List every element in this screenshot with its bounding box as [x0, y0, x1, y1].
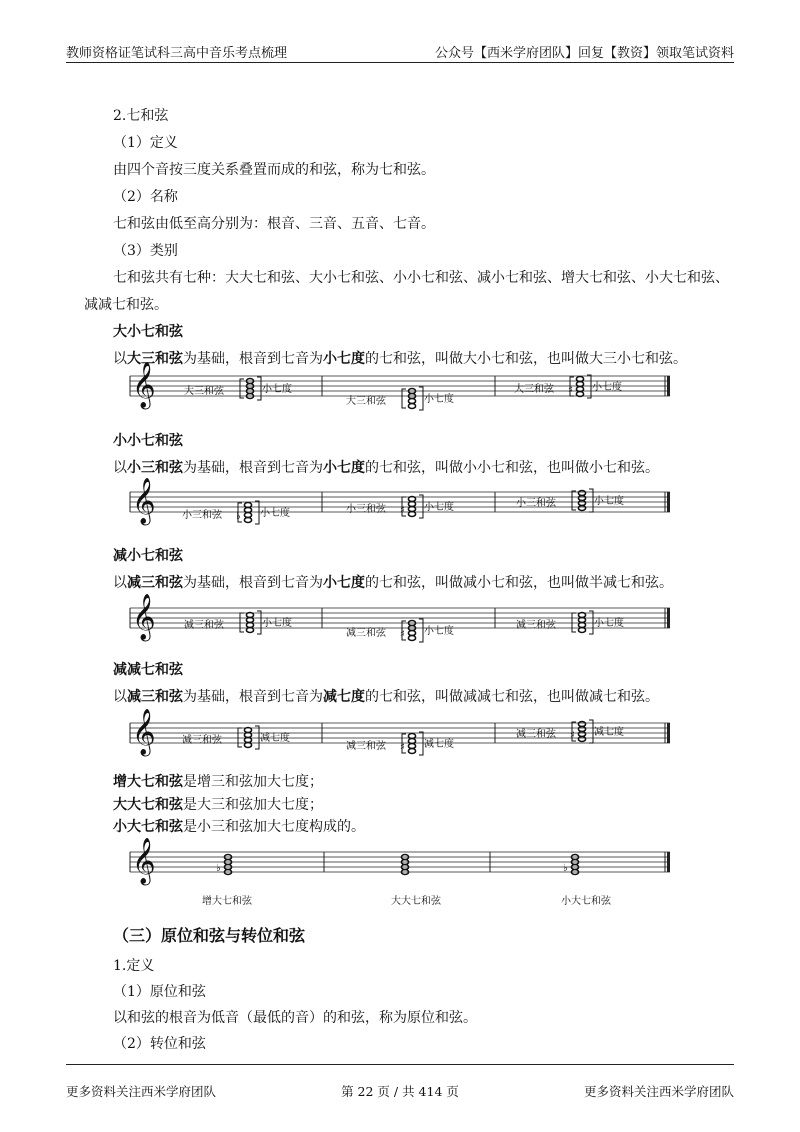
other-chord-line: 增大七和弦是增三和弦加大七度； — [113, 774, 323, 790]
type-text-line1: 七和弦共有七种：大大七和弦、大小七和弦、小小七和弦、减小七和弦、增大七和弦、小大七和弦、 — [113, 270, 729, 286]
seventh-bracket — [589, 720, 593, 743]
triad-bracket — [402, 389, 406, 408]
running-header-left: 教师资格证笔试科三高中音乐考点梳理 — [66, 46, 288, 61]
triad-label: 减三和弦 — [516, 620, 556, 631]
treble-clef-icon: 𝄞 — [132, 362, 156, 408]
seventh-bracket — [419, 732, 423, 755]
music-staff-example — [130, 478, 670, 534]
music-staff-example — [130, 838, 670, 912]
chord-name-label: 增大七和弦 — [202, 896, 252, 907]
triad-label: 小三和弦 — [516, 498, 556, 509]
chord-note — [576, 377, 583, 382]
seventh-bracket — [419, 495, 423, 518]
chord-note — [578, 491, 585, 496]
root-position-definition: 以和弦的根音为低音（最低的音）的和弦，称为原位和弦。 — [113, 1010, 477, 1026]
treble-clef-icon: 𝄞 — [132, 709, 156, 755]
final-barline — [667, 492, 670, 512]
definition-text: 由四个音按三度关系叠置而成的和弦，称为七和弦。 — [113, 162, 435, 178]
header-rule — [66, 62, 734, 63]
music-staff-example — [130, 709, 670, 765]
subsection-title: 减减七和弦 — [113, 662, 183, 678]
music-staff-example — [130, 594, 670, 650]
triad-label: 大三和弦 — [346, 396, 386, 407]
section-heading: （三）原位和弦与转位和弦 — [113, 926, 306, 945]
flat-icon: ♭ — [216, 863, 221, 874]
triad-label: 小三和弦 — [346, 504, 386, 515]
chord-note — [246, 613, 253, 618]
type-text-line2: 减减七和弦。 — [84, 297, 168, 313]
chord-name-label: 小大七和弦 — [561, 896, 611, 907]
treble-clef-icon: 𝄞 — [132, 594, 156, 640]
name-text: 七和弦由低至高分别为：根音、三音、五音、七音。 — [113, 216, 435, 232]
triad-label: 减三和弦 — [346, 741, 386, 752]
treble-clef-icon: 𝄞 — [132, 838, 156, 884]
subsection-title: 大小七和弦 — [113, 324, 183, 340]
footer-left: 更多资料关注西米学府团队 — [66, 1084, 217, 1099]
running-header-right: 公众号【西米学府团队】回复【教资】领取笔试资料 — [434, 46, 734, 61]
subsection-title: 小小七和弦 — [113, 433, 183, 449]
final-barline — [667, 608, 670, 628]
triad-label: 大三和弦 — [514, 384, 554, 395]
footer-right: 更多资料关注西米学府团队 — [583, 1084, 734, 1099]
name-heading: （2）名称 — [113, 189, 178, 205]
interval-label: 小七度 — [262, 618, 292, 629]
triad-bracket — [238, 728, 242, 747]
chord-note — [244, 728, 251, 733]
definition-heading: 1.定义 — [113, 958, 155, 974]
chord-note — [244, 503, 251, 508]
flat-icon: ♭ — [563, 863, 568, 874]
interval-label: 小七度 — [262, 384, 292, 395]
sharp-icon: ♯ — [400, 629, 405, 640]
seventh-bracket — [589, 611, 593, 634]
seventh-bracket — [257, 377, 261, 400]
subsection-description: 以减三和弦为基础，根音到七音为小七度的七和弦，叫做减小七和弦，也叫做半减七和弦。 — [113, 575, 673, 591]
interval-label: 减七度 — [424, 739, 454, 750]
chord-note — [408, 734, 415, 739]
section-title-seventh-chord: 2.七和弦 — [113, 108, 169, 124]
inversion-heading: （2）转位和弦 — [113, 1036, 206, 1052]
seventh-bracket — [587, 375, 591, 398]
sharp-icon: ♯ — [400, 505, 405, 516]
seventh-bracket — [419, 619, 423, 642]
type-heading: （3）类别 — [113, 243, 178, 259]
sharp-icon: ♯ — [570, 730, 575, 741]
interval-label: 减七度 — [260, 733, 290, 744]
subsection-description: 以减三和弦为基础，根音到七音为减七度的七和弦，叫做减减七和弦，也叫做减七和弦。 — [113, 689, 659, 705]
interval-label: 小七度 — [592, 382, 622, 393]
final-barline — [667, 376, 670, 396]
triad-label: 减三和弦 — [516, 729, 556, 740]
chord-note — [578, 722, 585, 727]
interval-label: 小七度 — [260, 508, 290, 519]
final-barline — [667, 723, 670, 743]
final-barline — [667, 852, 670, 872]
root-position-heading: （1）原位和弦 — [113, 984, 206, 1000]
definition-heading: （1）定义 — [113, 135, 178, 151]
seventh-bracket — [255, 726, 259, 749]
interval-label: 小七度 — [594, 618, 624, 629]
other-chord-line: 大大七和弦是大三和弦加大七度； — [113, 797, 323, 813]
chord-note — [578, 613, 585, 618]
seventh-bracket — [419, 387, 423, 410]
interval-label: 减七度 — [594, 727, 624, 738]
seventh-bracket — [255, 501, 259, 524]
interval-label: 小七度 — [424, 394, 454, 405]
other-chord-line: 小大七和弦是小三和弦加大七度构成的。 — [113, 819, 365, 835]
chord-name-label: 大大七和弦 — [391, 896, 441, 907]
seventh-bracket — [257, 611, 261, 634]
interval-label: 小七度 — [594, 496, 624, 507]
triad-bracket — [572, 613, 576, 632]
interval-label: 小七度 — [424, 626, 454, 637]
triad-label: 减三和弦 — [346, 628, 386, 639]
treble-clef-icon: 𝄞 — [132, 478, 156, 524]
page-number: 第 22 页 / 共 414 页 — [341, 1084, 459, 1099]
interval-label: 小七度 — [424, 502, 454, 513]
triad-label: 小三和弦 — [182, 510, 222, 521]
triad-bracket — [240, 379, 244, 398]
sharp-icon: ♯ — [400, 742, 405, 753]
flat-icon: ♭ — [236, 511, 241, 522]
sharp-icon: ♯ — [568, 385, 573, 396]
chord-note — [408, 497, 415, 502]
footer-rule — [66, 1064, 734, 1065]
triad-bracket — [240, 613, 244, 632]
seventh-bracket — [589, 489, 593, 512]
triad-label: 减三和弦 — [184, 620, 224, 631]
subsection-title: 减小七和弦 — [113, 548, 183, 564]
music-staff-example — [130, 362, 670, 418]
subsection-description: 以大三和弦为基础，根音到七音为小七度的七和弦，叫做大小七和弦，也叫做大三小七和弦。 — [113, 351, 687, 367]
triad-label: 减三和弦 — [182, 735, 222, 746]
triad-label: 大三和弦 — [184, 386, 224, 397]
subsection-description: 以小三和弦为基础，根音到七音为小七度的七和弦，叫做小小七和弦，也叫做小七和弦。 — [113, 460, 659, 476]
